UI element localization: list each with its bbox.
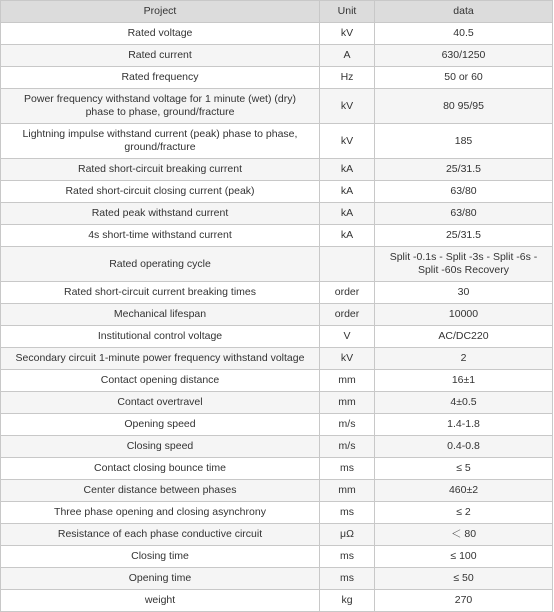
cell-unit: order [320, 282, 375, 304]
cell-unit: mm [320, 480, 375, 502]
table-header-row [1, 1, 553, 23]
cell-data: 4±0.5 [375, 392, 553, 414]
cell-unit: kV [320, 348, 375, 370]
cell-project: Rated operating cycle [1, 247, 320, 282]
cell-data: 2 [375, 348, 553, 370]
table-row [1, 225, 553, 247]
cell-unit: V [320, 326, 375, 348]
cell-project: Secondary circuit 1-minute power frequency withstand voltage [1, 348, 320, 370]
cell-data: AC/DC220 [375, 326, 553, 348]
cell-data: 1.4-1.8 [375, 414, 553, 436]
cell-data: Split -0.1s - Split -3s - Split -6s - Split -60s Recovery [375, 247, 553, 282]
cell-unit: ms [320, 546, 375, 568]
cell-unit: kV [320, 124, 375, 159]
cell-project: weight [1, 590, 320, 612]
cell-data: 16±1 [375, 370, 553, 392]
cell-data: 63/80 [375, 203, 553, 225]
cell-unit: mm [320, 392, 375, 414]
table-row [1, 414, 553, 436]
cell-unit: order [320, 304, 375, 326]
table-row [1, 392, 553, 414]
cell-unit: ms [320, 458, 375, 480]
table-row [1, 124, 553, 159]
table-row [1, 370, 553, 392]
table-row [1, 45, 553, 67]
cell-data: 40.5 [375, 23, 553, 45]
cell-unit: ms [320, 568, 375, 590]
cell-data: ≤ 50 [375, 568, 553, 590]
header-project: Project [1, 1, 320, 23]
cell-data: 25/31.5 [375, 159, 553, 181]
cell-project: Mechanical lifespan [1, 304, 320, 326]
cell-project: Rated short-circuit closing current (peak) [1, 181, 320, 203]
table-row [1, 524, 553, 546]
cell-data: 270 [375, 590, 553, 612]
cell-unit: m/s [320, 436, 375, 458]
table-row [1, 568, 553, 590]
cell-project: Closing speed [1, 436, 320, 458]
cell-project: Rated short-circuit current breaking times [1, 282, 320, 304]
table-row [1, 436, 553, 458]
cell-project: Rated frequency [1, 67, 320, 89]
table-row [1, 304, 553, 326]
cell-project: 4s short-time withstand current [1, 225, 320, 247]
cell-data: 30 [375, 282, 553, 304]
cell-data: ≤ 2 [375, 502, 553, 524]
cell-unit: kA [320, 225, 375, 247]
table-row [1, 247, 553, 282]
table-row [1, 203, 553, 225]
cell-unit: A [320, 45, 375, 67]
cell-unit [320, 247, 375, 282]
cell-project: Rated peak withstand current [1, 203, 320, 225]
table-row [1, 67, 553, 89]
cell-data: 460±2 [375, 480, 553, 502]
table-row [1, 480, 553, 502]
cell-data: 0.4-0.8 [375, 436, 553, 458]
cell-project: Rated current [1, 45, 320, 67]
cell-project: Opening speed [1, 414, 320, 436]
cell-unit: kV [320, 89, 375, 124]
header-unit: Unit [320, 1, 375, 23]
table-row [1, 546, 553, 568]
cell-unit: kV [320, 23, 375, 45]
table-row [1, 89, 553, 124]
table-row [1, 159, 553, 181]
header-data: data [375, 1, 553, 23]
cell-project: Three phase opening and closing asynchrony [1, 502, 320, 524]
table-row [1, 348, 553, 370]
cell-project: Rated short-circuit breaking current [1, 159, 320, 181]
cell-project: Contact overtravel [1, 392, 320, 414]
cell-data: ≤ 5 [375, 458, 553, 480]
cell-unit: mm [320, 370, 375, 392]
cell-project: Power frequency withstand voltage for 1 minute (wet) (dry) phase to phase, ground/fracture [1, 89, 320, 124]
table-row [1, 502, 553, 524]
cell-unit: kg [320, 590, 375, 612]
cell-project: Contact closing bounce time [1, 458, 320, 480]
cell-data: 50 or 60 [375, 67, 553, 89]
cell-project: Lightning impulse withstand current (peak) phase to phase, ground/fracture [1, 124, 320, 159]
cell-unit: Hz [320, 67, 375, 89]
cell-project: Center distance between phases [1, 480, 320, 502]
cell-project: Opening time [1, 568, 320, 590]
table-row [1, 23, 553, 45]
cell-unit: kA [320, 181, 375, 203]
cell-data: 80 95/95 [375, 89, 553, 124]
cell-unit: m/s [320, 414, 375, 436]
cell-project: Institutional control voltage [1, 326, 320, 348]
cell-data: ＜ 80 [375, 524, 553, 546]
table-row [1, 282, 553, 304]
table-row [1, 590, 553, 612]
cell-data: 25/31.5 [375, 225, 553, 247]
cell-project: Contact opening distance [1, 370, 320, 392]
cell-data: 63/80 [375, 181, 553, 203]
cell-unit: ms [320, 502, 375, 524]
cell-project: Resistance of each phase conductive circuit [1, 524, 320, 546]
cell-project: Rated voltage [1, 23, 320, 45]
cell-data: 630/1250 [375, 45, 553, 67]
cell-data: 185 [375, 124, 553, 159]
cell-unit: kA [320, 203, 375, 225]
cell-project: Closing time [1, 546, 320, 568]
cell-data: 10000 [375, 304, 553, 326]
table-row [1, 458, 553, 480]
cell-unit: kA [320, 159, 375, 181]
cell-data: ≤ 100 [375, 546, 553, 568]
table-row [1, 181, 553, 203]
table-row [1, 326, 553, 348]
cell-unit: μΩ [320, 524, 375, 546]
